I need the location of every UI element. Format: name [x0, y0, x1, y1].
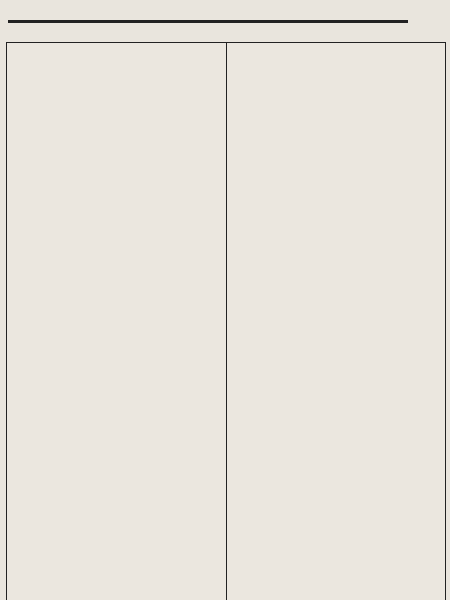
left-column	[6, 42, 230, 600]
right-column	[226, 42, 446, 600]
section-header	[8, 0, 408, 23]
